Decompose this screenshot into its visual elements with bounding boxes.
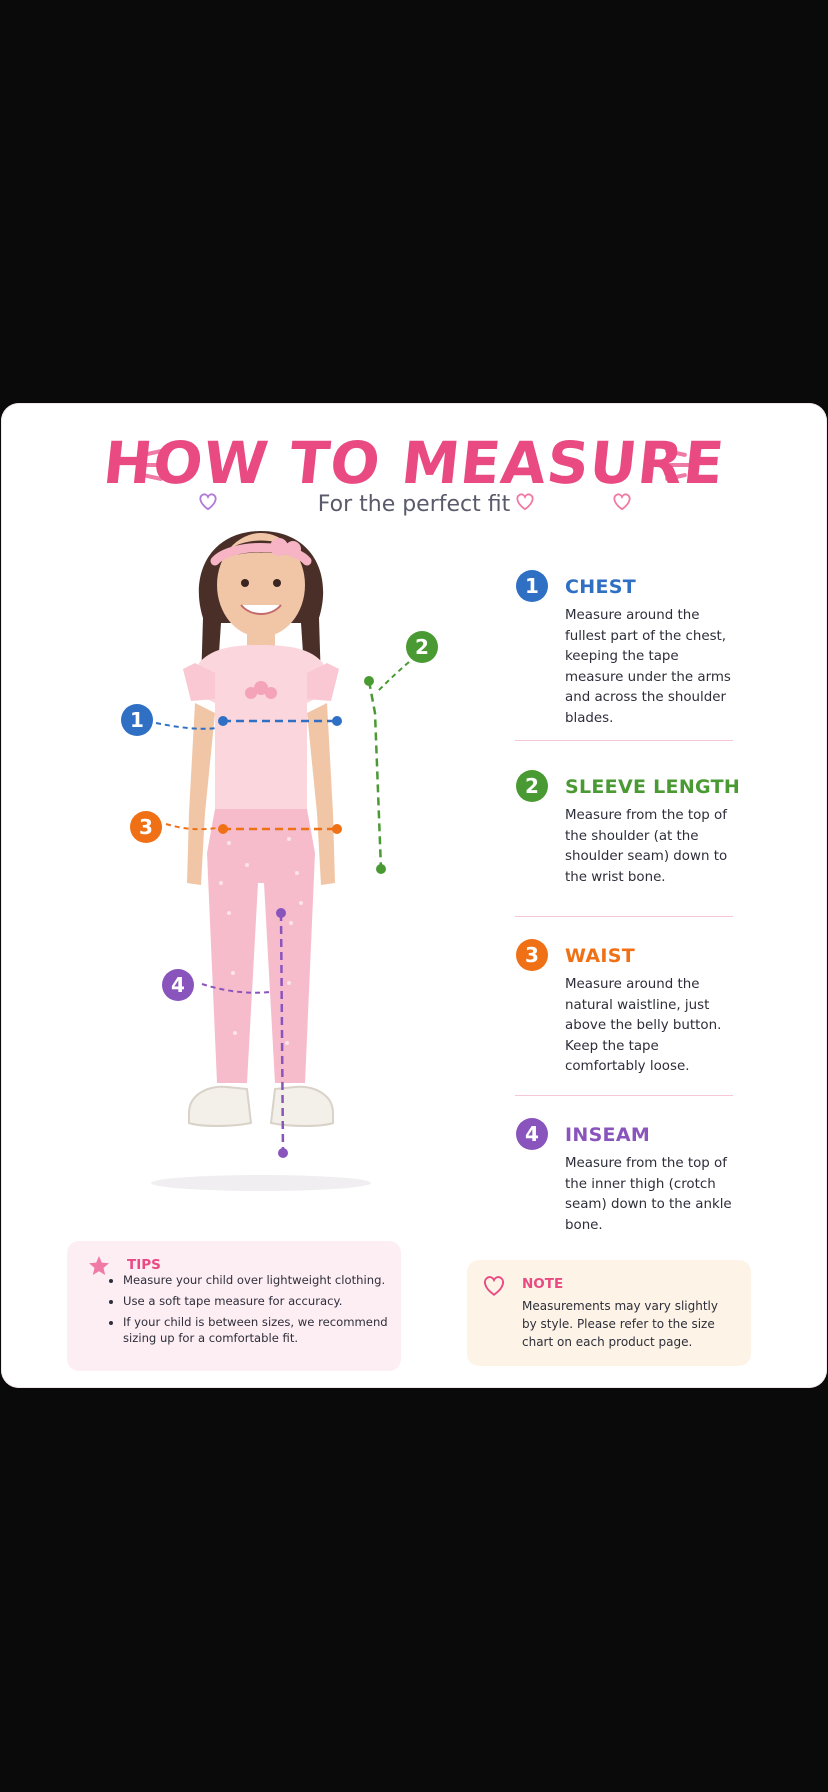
chest-pointer	[151, 718, 221, 748]
child-figure-illustration	[101, 513, 421, 1193]
marker-inseam: 4	[162, 969, 194, 1001]
note-box	[467, 1260, 751, 1366]
marker-sleeve: 2	[406, 631, 438, 663]
waist-pointer	[161, 818, 221, 838]
divider	[515, 1095, 733, 1096]
tip-item: • Use a soft tape measure for accuracy.	[123, 1293, 403, 1309]
measure-guide-card	[1, 403, 827, 1388]
note-title: NOTE	[522, 1276, 564, 1292]
divider	[515, 916, 733, 917]
page-title: HOW TO MEASURE	[100, 429, 728, 497]
tips-box	[67, 1241, 401, 1371]
tip-item: • If your child is between sizes, we recommend sizing up for a comfortable fit.	[123, 1314, 403, 1346]
step-3-text: Measure around the natural waistline, just above the belly button. Keep the tape comfortably loose.	[565, 977, 722, 1074]
step-4-text: Measure from the top of the inner thigh (crotch seam) down to the ankle bone.	[565, 1156, 732, 1233]
tips-title: TIPS	[127, 1257, 161, 1273]
step-3-title: WAIST	[565, 945, 636, 967]
step-4-title: INSEAM	[565, 1124, 651, 1146]
page-subtitle: For the perfect fit	[317, 492, 511, 517]
marker-waist: 3	[130, 811, 162, 843]
step-4-number: 4	[516, 1118, 548, 1150]
sleeve-pointer	[373, 658, 413, 698]
step-3-number: 3	[516, 939, 548, 971]
tips-list	[107, 1267, 403, 1346]
tip-item: • Measure your child over lightweight clothing.	[123, 1272, 403, 1288]
note-text: Measurements may vary slightly by style. Please refer to the size chart on each product page.	[522, 1299, 718, 1349]
heart-outline-icon	[481, 1273, 507, 1297]
inseam-pointer	[197, 978, 277, 1002]
marker-chest: 1	[121, 704, 153, 736]
step-2-number: 2	[516, 770, 548, 802]
step-1-number: 1	[516, 570, 548, 602]
heart-icon	[611, 491, 633, 511]
step-2-text: Measure from the top of the shoulder (at the shoulder seam) down to the wrist bone.	[565, 808, 728, 885]
step-2-title: SLEEVE LENGTH	[565, 776, 741, 798]
step-1-title: CHEST	[565, 576, 636, 598]
heart-icon	[197, 491, 219, 511]
divider	[515, 740, 733, 741]
step-1-text: Measure around the fullest part of the chest, keeping the tape measure under the arms and across the shoulder blades.	[565, 608, 731, 726]
heart-icon	[514, 491, 536, 511]
